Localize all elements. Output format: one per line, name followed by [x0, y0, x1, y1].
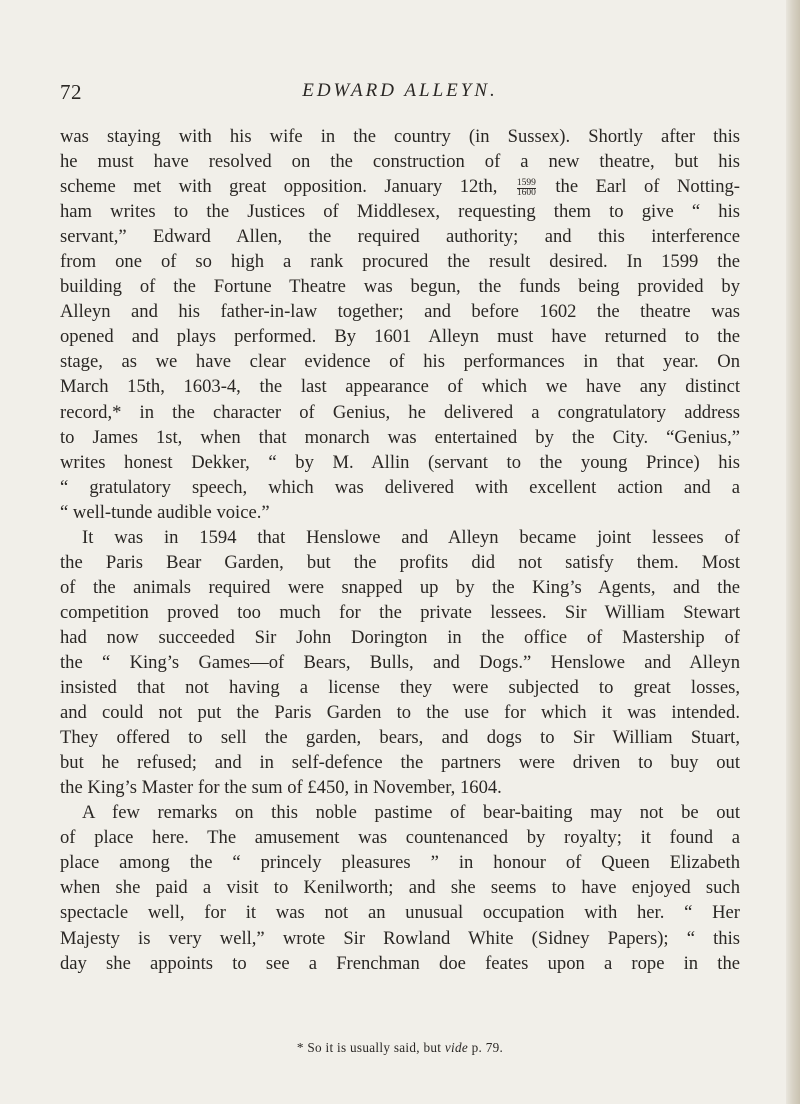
footnote-vide: vide: [444, 1040, 468, 1055]
text-line: but he refused; and in self-defence the partners were driven to buy out: [60, 752, 740, 774]
footnote-suffix: p. 79.: [471, 1040, 504, 1055]
text-line: competition proved too much for the private lessees. Sir William Stewart: [60, 601, 740, 623]
footnote-prefix: * So it is usually said, but: [296, 1040, 442, 1055]
fraction-numerator: 1599: [516, 178, 536, 189]
fraction-denominator: 1600: [516, 188, 536, 199]
text-line: building of the Fortune Theatre was begun, the funds being provided by: [60, 276, 740, 298]
text-line: of the animals required were snapped up by the King’s Agents, and the: [60, 576, 740, 598]
text-line: They offered to sell the garden, bears, and dogs to Sir William Stuart,: [60, 727, 740, 749]
text-line: from one of so high a rank procured the result desired. In 1599 the: [60, 251, 740, 273]
text-line: day she appoints to see a Frenchman doe feates upon a rope in the: [60, 952, 740, 974]
text-line: ham writes to the Justices of Middlesex, requesting them to give “ his: [60, 201, 740, 223]
text-line: when she paid a visit to Kenilworth; and she seems to have enjoyed such: [60, 877, 740, 899]
text-line: insisted that not having a license they were subjected to great losses,: [60, 677, 740, 699]
text-line: and could not put the Paris Garden to the use for which it was intended.: [60, 702, 740, 724]
text-line-part: scheme met with great opposition. January 12th,: [60, 176, 498, 198]
text-line-part: the Earl of Notting-: [555, 176, 740, 198]
body-text: [60, 124, 740, 976]
text-line: was staying with his wife in the country (in Sussex). Shortly after this: [60, 126, 740, 147]
paragraph-1: [60, 124, 740, 525]
text-line: the “ King’s Games—of Bears, Bulls, and Dogs.” Henslowe and Alleyn: [60, 651, 740, 673]
running-head: EDWARD ALLEYN.: [302, 80, 498, 101]
text-line: A few remarks on this noble pastime of bear-baiting may not be out: [82, 802, 740, 824]
text-line: place among the “ princely pleasures ” in honour of Queen Elizabeth: [60, 852, 740, 874]
text-line: Alleyn and his father-in-law together; and before 1602 the theatre was: [60, 301, 740, 323]
paragraph-3: [60, 800, 740, 975]
text-line: writes honest Dekker, “ by M. Allin (servant to the young Prince) his: [60, 451, 740, 473]
text-line: the King’s Master for the sum of £450, in November, 1604.: [60, 777, 502, 799]
text-line: had now succeeded Sir John Dorington in the office of Mastership of: [60, 626, 740, 648]
text-line: stage, as we have clear evidence of his performances in that year. On: [60, 351, 740, 373]
text-line: “ well-tunde audible voice.”: [60, 501, 270, 523]
text-line: spectacle well, for it was not an unusual occupation with her. “ Her: [60, 902, 740, 924]
date-fraction: [517, 179, 536, 198]
text-line: It was in 1594 that Henslowe and Alleyn became joint lessees of: [82, 526, 740, 548]
text-line: servant,” Edward Allen, the required authority; and this interference: [60, 226, 740, 248]
paragraph-2: [60, 525, 740, 801]
text-line: he must have resolved on the construction of a new theatre, but his: [60, 151, 740, 173]
page-edge-shadow: [786, 0, 800, 1104]
footnote: [0, 1040, 800, 1056]
text-line: opened and plays performed. By 1601 Alleyn must have returned to the: [60, 326, 740, 348]
text-line: record,* in the character of Genius, he delivered a congratulatory address: [60, 401, 740, 423]
page-number: 72: [60, 80, 82, 104]
text-line: March 15th, 1603-4, the last appearance of which we have any distinct: [60, 376, 740, 398]
text-line: [60, 174, 740, 199]
text-line: “ gratulatory speech, which was delivered with excellent action and a: [60, 476, 740, 498]
text-line: to James 1st, when that monarch was entertained by the City. “Genius,”: [60, 426, 740, 448]
text-line: of place here. The amusement was countenanced by royalty; it found a: [60, 827, 740, 849]
text-line: the Paris Bear Garden, but the profits did not satisfy them. Most: [60, 551, 740, 573]
page-header: [60, 80, 740, 114]
text-line: Majesty is very well,” wrote Sir Rowland White (Sidney Papers); “ this: [60, 927, 740, 949]
